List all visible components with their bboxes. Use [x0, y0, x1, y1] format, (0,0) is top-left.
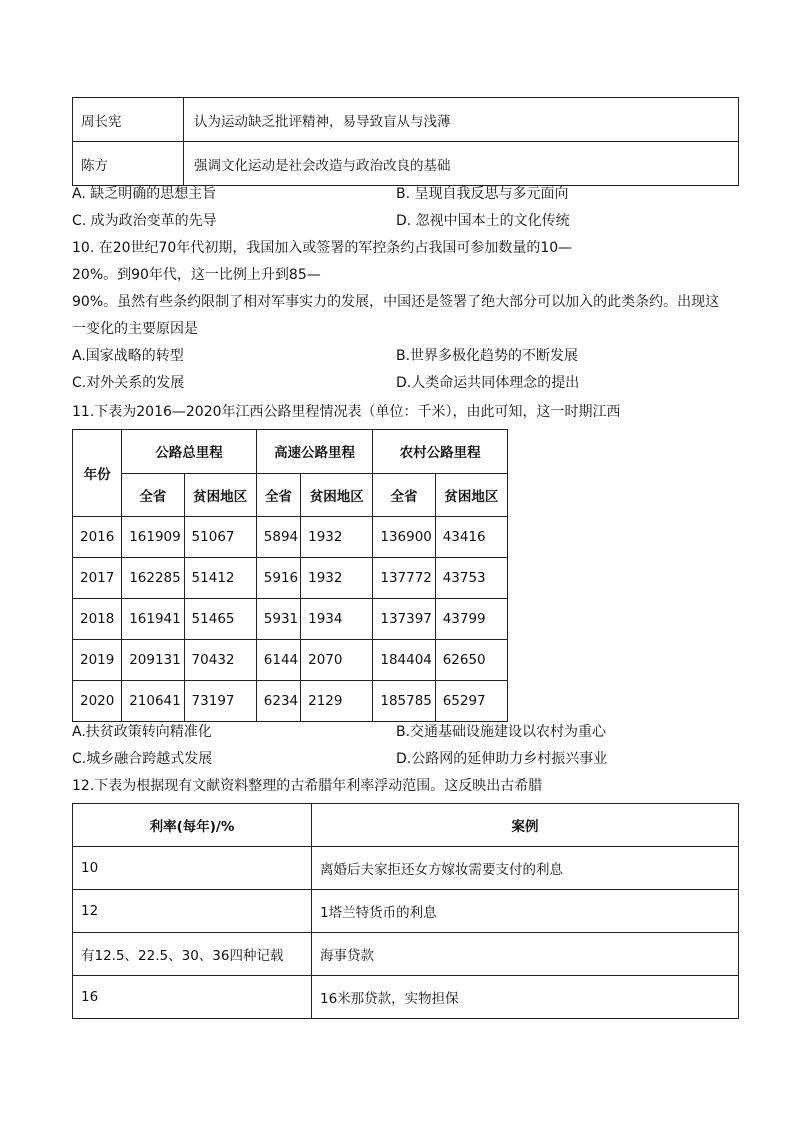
- q12-stem: 12.下表为根据现有文献资料整理的古希腊年利率浮动范围。这反映出古希腊: [72, 778, 543, 794]
- table-row: [73, 847, 739, 890]
- cell-value: 137397: [373, 599, 435, 640]
- cell-value: 51412: [184, 558, 256, 599]
- q9-option-d[interactable]: D. 忽视中国本土的文化传统: [396, 213, 570, 229]
- header-province: 全省: [122, 473, 184, 517]
- table-row: [73, 976, 739, 1019]
- cell-case: 离婚后夫家拒还女方嫁妆需要支付的利息: [312, 847, 739, 890]
- q11-stem: 11.下表为2016—2020年江西公路里程情况表（单位：千米），由此可知，这一时期江西: [72, 404, 621, 420]
- cell-value: 51067: [184, 517, 256, 558]
- cell-rate: 12: [73, 890, 312, 933]
- cell-case: 1塔兰特货币的利息: [312, 890, 739, 933]
- cell-value: 70432: [184, 640, 256, 681]
- cell-value: 51465: [184, 599, 256, 640]
- cell-value: 136900: [373, 517, 435, 558]
- cell-rate: 有12.5、22.5、30、36四种记载: [73, 933, 312, 976]
- q10-stem-line: 一变化的主要原因是: [72, 321, 198, 337]
- table-row: [73, 558, 508, 599]
- cell-value: 6234: [256, 681, 300, 722]
- cell-value: 2070: [301, 640, 373, 681]
- table-row: [73, 933, 739, 976]
- header-poor: 贫困地区: [435, 473, 507, 517]
- q10-option-a[interactable]: A.国家战略的转型: [72, 348, 184, 364]
- cell-value: 2129: [301, 681, 373, 722]
- cell-rate: 10: [73, 847, 312, 890]
- header-poor: 贫困地区: [301, 473, 373, 517]
- cell-year: 2019: [73, 640, 122, 681]
- cell-value: 43753: [435, 558, 507, 599]
- header-total: 公路总里程: [122, 430, 257, 474]
- cell-value: 5916: [256, 558, 300, 599]
- cell-value: 5931: [256, 599, 300, 640]
- person-name: 陈方: [73, 142, 184, 186]
- cell-value: 1932: [301, 558, 373, 599]
- header-year: 年份: [73, 430, 122, 517]
- cell-value: 184404: [373, 640, 435, 681]
- cell-year: 2016: [73, 517, 122, 558]
- table-header-row: [73, 430, 508, 474]
- header-province: 全省: [256, 473, 300, 517]
- table-row: [73, 599, 508, 640]
- cell-value: 73197: [184, 681, 256, 722]
- q10-stem-line: 10. 在20世纪70年代初期，我国加入或签署的军控条约占我国可参加数量的10—: [72, 240, 573, 256]
- q11-option-c[interactable]: C.城乡融合跨越式发展: [72, 751, 213, 767]
- viewpoint-table: [72, 97, 739, 186]
- cell-rate: 16: [73, 976, 312, 1019]
- header-province: 全省: [373, 473, 435, 517]
- cell-value: 43799: [435, 599, 507, 640]
- header-highway: 高速公路里程: [256, 430, 373, 474]
- table-header-row: [73, 804, 739, 847]
- person-name: 周长宪: [73, 98, 184, 142]
- road-mileage-table: [72, 429, 508, 722]
- cell-value: 6144: [256, 640, 300, 681]
- cell-value: 137772: [373, 558, 435, 599]
- header-rural: 农村公路里程: [373, 430, 508, 474]
- cell-value: 210641: [122, 681, 184, 722]
- cell-value: 162285: [122, 558, 184, 599]
- cell-case: 海事贷款: [312, 933, 739, 976]
- q10-option-b[interactable]: B.世界多极化趋势的不断发展: [396, 348, 579, 364]
- cell-value: 65297: [435, 681, 507, 722]
- q11-option-d[interactable]: D.公路网的延伸助力乡村振兴事业: [396, 751, 608, 767]
- cell-value: 161941: [122, 599, 184, 640]
- q11-option-a[interactable]: A.扶贫政策转向精准化: [72, 724, 212, 740]
- q11-option-b[interactable]: B.交通基础设施建设以农村为重心: [396, 724, 607, 740]
- cell-year: 2018: [73, 599, 122, 640]
- q9-option-c[interactable]: C. 成为政治变革的先导: [72, 213, 217, 229]
- header-rate: 利率(每年)/%: [73, 804, 312, 847]
- table-row: [73, 890, 739, 933]
- interest-rate-table: [72, 803, 739, 1019]
- q9-option-a[interactable]: A. 缺乏明确的思想主旨: [72, 186, 217, 202]
- cell-year: 2017: [73, 558, 122, 599]
- cell-value: 5894: [256, 517, 300, 558]
- table-row: [73, 142, 739, 186]
- header-poor: 贫困地区: [184, 473, 256, 517]
- cell-value: 185785: [373, 681, 435, 722]
- q10-stem-line: 90%。虽然有些条约限制了相对军事实力的发展，中国还是签署了绝大部分可以加入的此类条约。出现这: [72, 294, 720, 310]
- cell-year: 2020: [73, 681, 122, 722]
- cell-value: 1934: [301, 599, 373, 640]
- cell-value: 43416: [435, 517, 507, 558]
- person-view: 认为运动缺乏批评精神，易导致盲从与浅薄: [184, 98, 739, 142]
- cell-case: 16米那贷款，实物担保: [312, 976, 739, 1019]
- table-row: [73, 98, 739, 142]
- q10-option-d[interactable]: D.人类命运共同体理念的提出: [396, 375, 580, 391]
- table-row: [73, 681, 508, 722]
- q9-option-b[interactable]: B. 呈现自我反思与多元面向: [396, 186, 569, 202]
- table-row: [73, 517, 508, 558]
- table-header-row: [73, 473, 508, 517]
- q10-option-c[interactable]: C.对外关系的发展: [72, 375, 185, 391]
- cell-value: 161909: [122, 517, 184, 558]
- cell-value: 62650: [435, 640, 507, 681]
- header-case: 案例: [312, 804, 739, 847]
- cell-value: 1932: [301, 517, 373, 558]
- q10-stem-line: 20%。到90年代，这一比例上升到85—: [72, 267, 321, 283]
- table-row: [73, 640, 508, 681]
- cell-value: 209131: [122, 640, 184, 681]
- person-view: 强调文化运动是社会改造与政治改良的基础: [184, 142, 739, 186]
